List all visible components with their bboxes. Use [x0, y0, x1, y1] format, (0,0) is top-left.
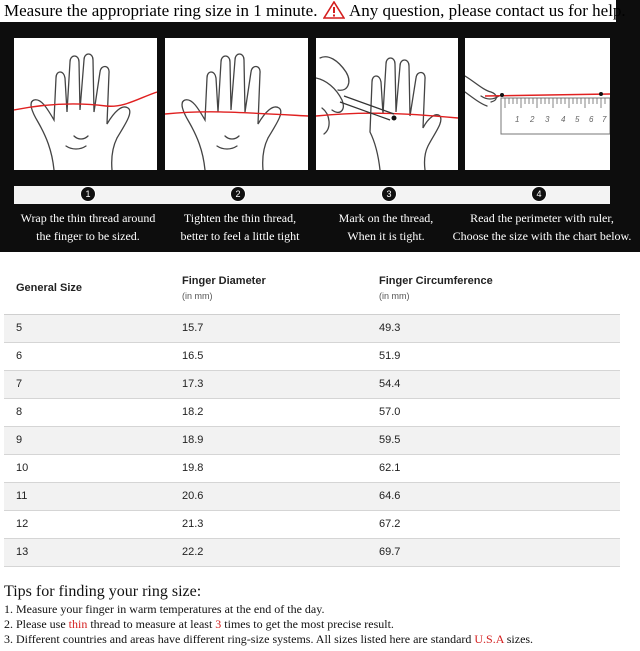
tip-3-usa: U.S.A	[474, 632, 504, 646]
column-header-size: General Size	[4, 262, 170, 314]
tip-2-text: 2. Please use	[4, 617, 69, 631]
table-row	[4, 482, 620, 510]
ruler-icon	[465, 38, 610, 170]
ruler-label: 1	[515, 115, 520, 124]
column-header-circumference	[367, 262, 620, 314]
step-3-image	[316, 38, 458, 170]
tip-2-count: 3	[215, 617, 222, 631]
diameter-cell: 17.3	[170, 370, 367, 398]
step-4-image	[465, 38, 610, 170]
diameter-unit: (in mm)	[182, 290, 213, 301]
steps-progress-track	[14, 186, 610, 204]
step-4-number: 4	[531, 186, 547, 202]
title-text: Measure the appropriate ring size in 1 minute.	[4, 1, 318, 20]
ruler-label: 2	[530, 115, 535, 124]
step-1-number: 1	[80, 186, 96, 202]
diameter-cell: 18.2	[170, 398, 367, 426]
circumference-cell: 67.2	[367, 510, 620, 538]
size-cell: 6	[4, 342, 170, 370]
ruler-label: 6	[589, 115, 594, 124]
circumference-unit: (in mm)	[379, 290, 410, 301]
diameter-cell: 20.6	[170, 482, 367, 510]
table-row	[4, 314, 620, 342]
diameter-cell: 19.8	[170, 454, 367, 482]
diameter-cell: 15.7	[170, 314, 367, 342]
column-header-diameter	[170, 262, 367, 314]
table-row	[4, 398, 620, 426]
tip-3-text: 3. Different countries and areas have different ring-size systems. All sizes listed here are standard	[4, 632, 475, 646]
diameter-cell: 16.5	[170, 342, 367, 370]
diameter-cell: 22.2	[170, 538, 367, 566]
instruction-banner	[0, 0, 640, 252]
step-2-line2: better to feel a little tight	[180, 229, 300, 243]
circumference-cell: 69.7	[367, 538, 620, 566]
diameter-cell: 21.3	[170, 510, 367, 538]
table-row	[4, 538, 620, 566]
step-1-image	[14, 38, 157, 170]
ruler-label: 7	[602, 115, 607, 124]
tips-section	[4, 582, 636, 647]
step-3-line2: When it is tight.	[347, 229, 425, 243]
step-4-line2: Choose the size with the chart below.	[452, 229, 632, 243]
page-title	[0, 0, 626, 22]
size-cell: 12	[4, 510, 170, 538]
hand-thread-icon	[14, 38, 157, 170]
size-cell: 5	[4, 314, 170, 342]
hand-tighten-icon	[165, 38, 308, 170]
step-1-line2: the finger to be sized.	[36, 229, 140, 243]
circumference-cell: 49.3	[367, 314, 620, 342]
tip-2-text: times to get the most precise result.	[221, 617, 394, 631]
table-header-row	[4, 262, 620, 314]
step-3-text	[312, 209, 460, 245]
help-text: Any question, please contact us for help.	[349, 1, 626, 20]
circumference-cell: 57.0	[367, 398, 620, 426]
hand-mark-icon	[316, 38, 458, 170]
tip-3-text: sizes.	[503, 632, 534, 646]
circumference-cell: 54.4	[367, 370, 620, 398]
step-2-line1: Tighten the thin thread,	[183, 211, 297, 225]
ruler-label: 5	[575, 115, 580, 124]
ring-size-table	[4, 262, 620, 567]
step-3-number: 3	[381, 186, 397, 202]
step-2-text	[166, 209, 314, 245]
circumference-cell: 51.9	[367, 342, 620, 370]
step-4-line1: Read the perimeter with ruler,	[470, 211, 614, 225]
warning-icon	[323, 1, 345, 25]
table-row	[4, 510, 620, 538]
circumference-cell: 64.6	[367, 482, 620, 510]
tip-2	[4, 617, 636, 632]
step-1-text	[14, 209, 162, 245]
ruler-label: 4	[561, 115, 566, 124]
size-cell: 9	[4, 426, 170, 454]
circumference-label: Finger Circumference	[379, 274, 493, 287]
table-row	[4, 370, 620, 398]
step-2-image	[165, 38, 308, 170]
size-cell: 10	[4, 454, 170, 482]
circumference-cell: 62.1	[367, 454, 620, 482]
size-cell: 8	[4, 398, 170, 426]
diameter-cell: 18.9	[170, 426, 367, 454]
step-2-number: 2	[230, 186, 246, 202]
table-row	[4, 342, 620, 370]
tip-1: 1. Measure your finger in warm temperatures at the end of the day.	[4, 602, 325, 616]
tip-3	[4, 632, 636, 647]
circumference-cell: 59.5	[367, 426, 620, 454]
ruler-label: 3	[545, 115, 550, 124]
size-cell: 7	[4, 370, 170, 398]
size-cell: 13	[4, 538, 170, 566]
table-row	[4, 454, 620, 482]
diameter-label: Finger Diameter	[182, 274, 266, 287]
step-3-line1: Mark on the thread,	[338, 211, 434, 225]
tip-2-text: thread to measure at least	[87, 617, 216, 631]
tip-2-thin: thin	[68, 617, 88, 631]
table-row	[4, 426, 620, 454]
size-cell: 11	[4, 482, 170, 510]
tips-title: Tips for finding your ring size:	[4, 583, 202, 600]
step-1-line1: Wrap the thin thread around	[20, 211, 156, 225]
step-4-text	[446, 209, 638, 245]
